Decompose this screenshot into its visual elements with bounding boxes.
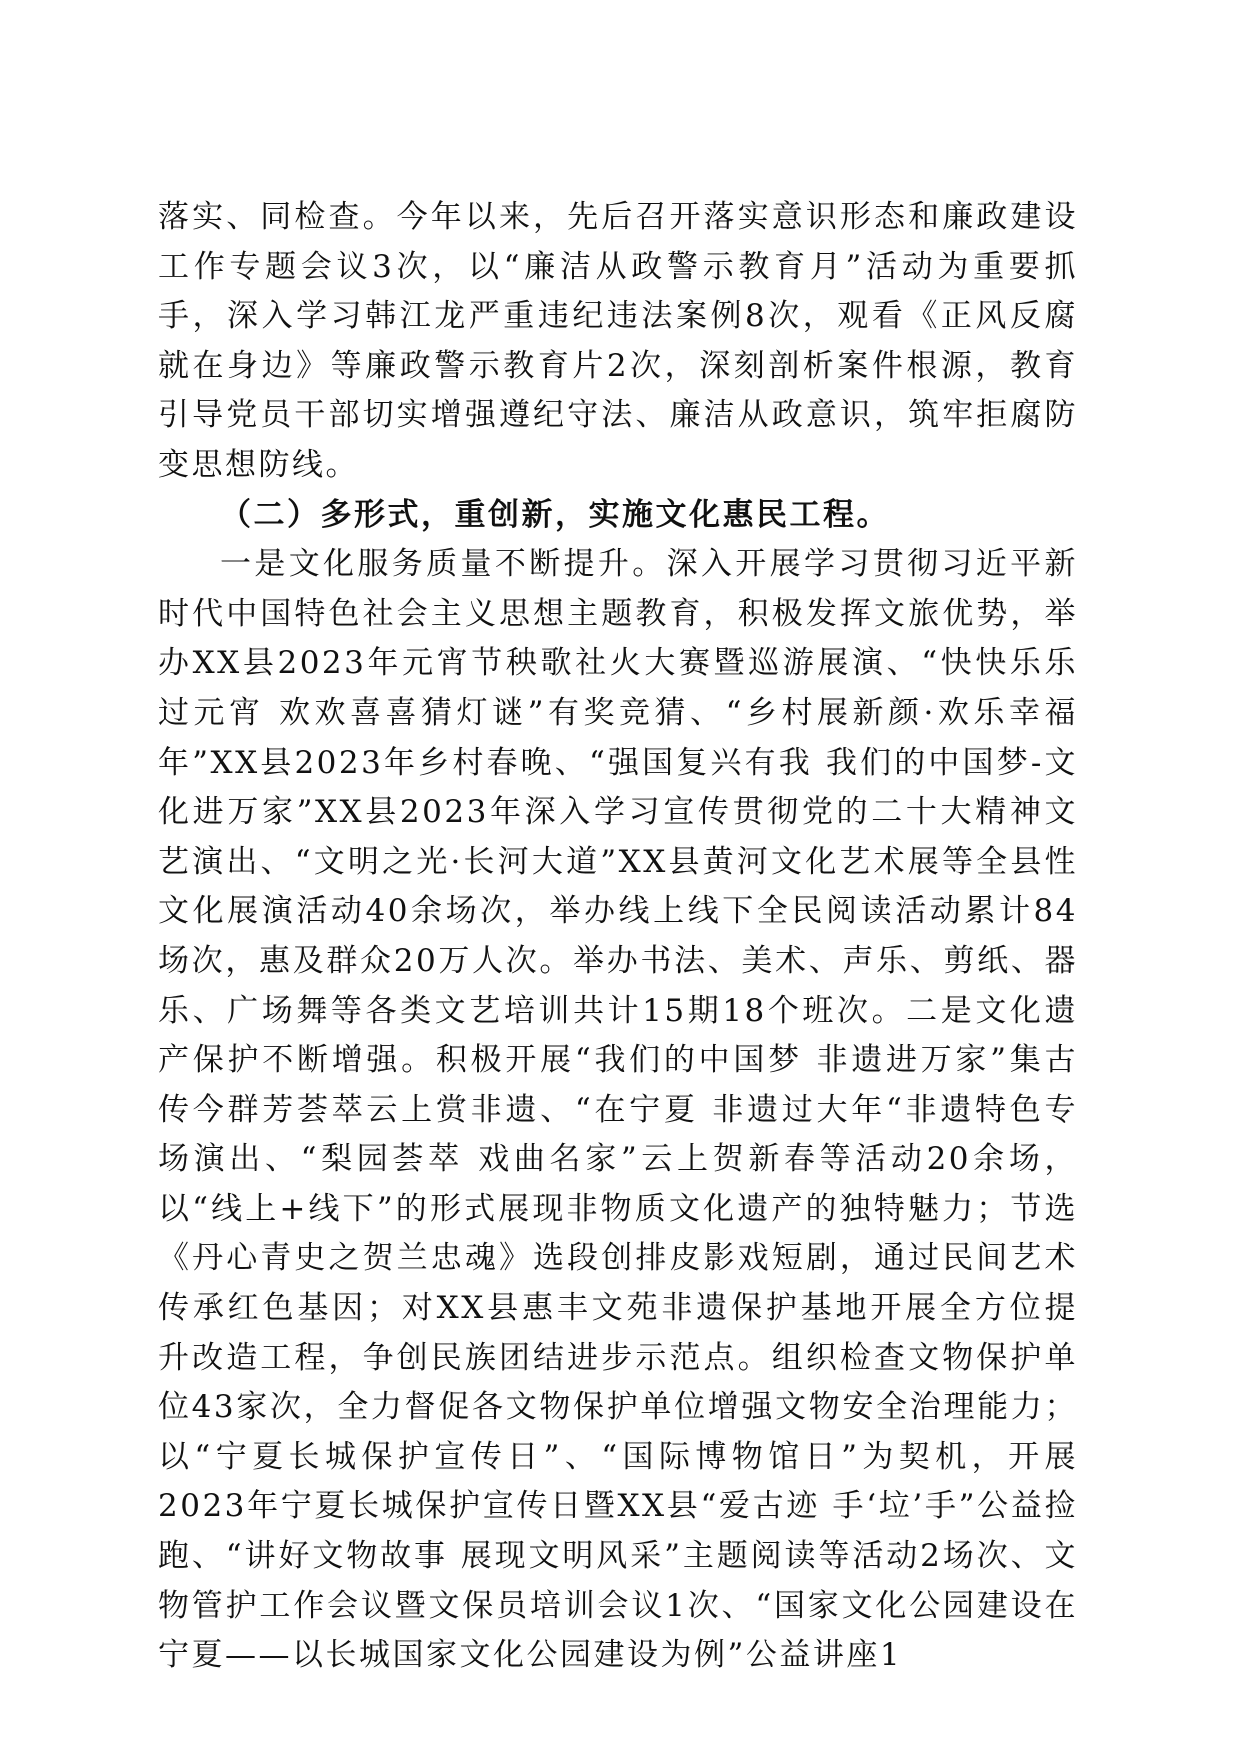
paragraph-intro: 落实、同检查。今年以来，先后召开落实意识形态和廉政建设工作专题会议3次，以“廉洁从政警示教育月”活动为重要抓手，深入学习韩江龙严重违纪违法案例8次，观看《正风反腐就在身边》等廉政警示教育片2次，深刻剖析案件根源，教育引导党员干部切实增强遵纪守法、廉洁从政意识，筑牢拒腐防变思想防线。 [158, 199, 1078, 483]
paragraph-main: 一是文化服务质量不断提升。深入开展学习贯彻习近平新时代中国特色社会主义思想主题教育，积极发挥文旅优势，举办XX县2023年元宵节秧歌社火大赛暨巡游展演、“快快乐乐过元宵 欢欢喜喜猜灯谜”有奖竞猜、“乡村展新颜·欢乐幸福年”XX县2023年乡村春晚、“强国复兴有我 我们的中国梦-文化进万家”XX县2023年深入学习宣传贯彻党的二十大精神文艺演出、“文明之光·长河大道”XX县黄河文化艺术展等全县性文化展演活动40余场次，举办线上线下全民阅读活动累计84场次，惠及群众20万人次。举办书法、美术、声乐、剪纸、器乐、广场舞等各类文艺培训共计15期18个班次。二是文化遗产保护不断增强。积极开展“我们的中国梦 非遗进万家”集古传今群芳荟萃云上赏非遗、“在宁夏 非遗过大年“非遗特色专场演出、“梨园荟萃 戏曲名家”云上贺新春等活动20余场，以“线上+线下”的形式展现非物质文化遗产的独特魅力；节选《丹心青史之贺兰忠魂》选段创排皮影戏短剧，通过民间艺术传承红色基因；对XX县惠丰文苑非遗保护基地开展全方位提升改造工程，争创民族团结进步示范点。组织检查文物保护单位43家次，全力督促各文物保护单位增强文物安全治理能力；以“宁夏长城保护宣传日”、“国际博物馆日”为契机，开展2023年宁夏长城保护宣传日暨XX县“爱古迹 手‘垃’手”公益捡跑、“讲好文物故事 展现文明风采”主题阅读等活动2场次、文物管护工作会议暨文保员培训会议1次、“国家文化公园建设在宁夏——以长城国家文化公园建设为例”公益讲座1 [158, 546, 1078, 1674]
section-heading: （二）多形式，重创新，实施文化惠民工程。 [220, 496, 890, 533]
document-body [158, 193, 1078, 1681]
